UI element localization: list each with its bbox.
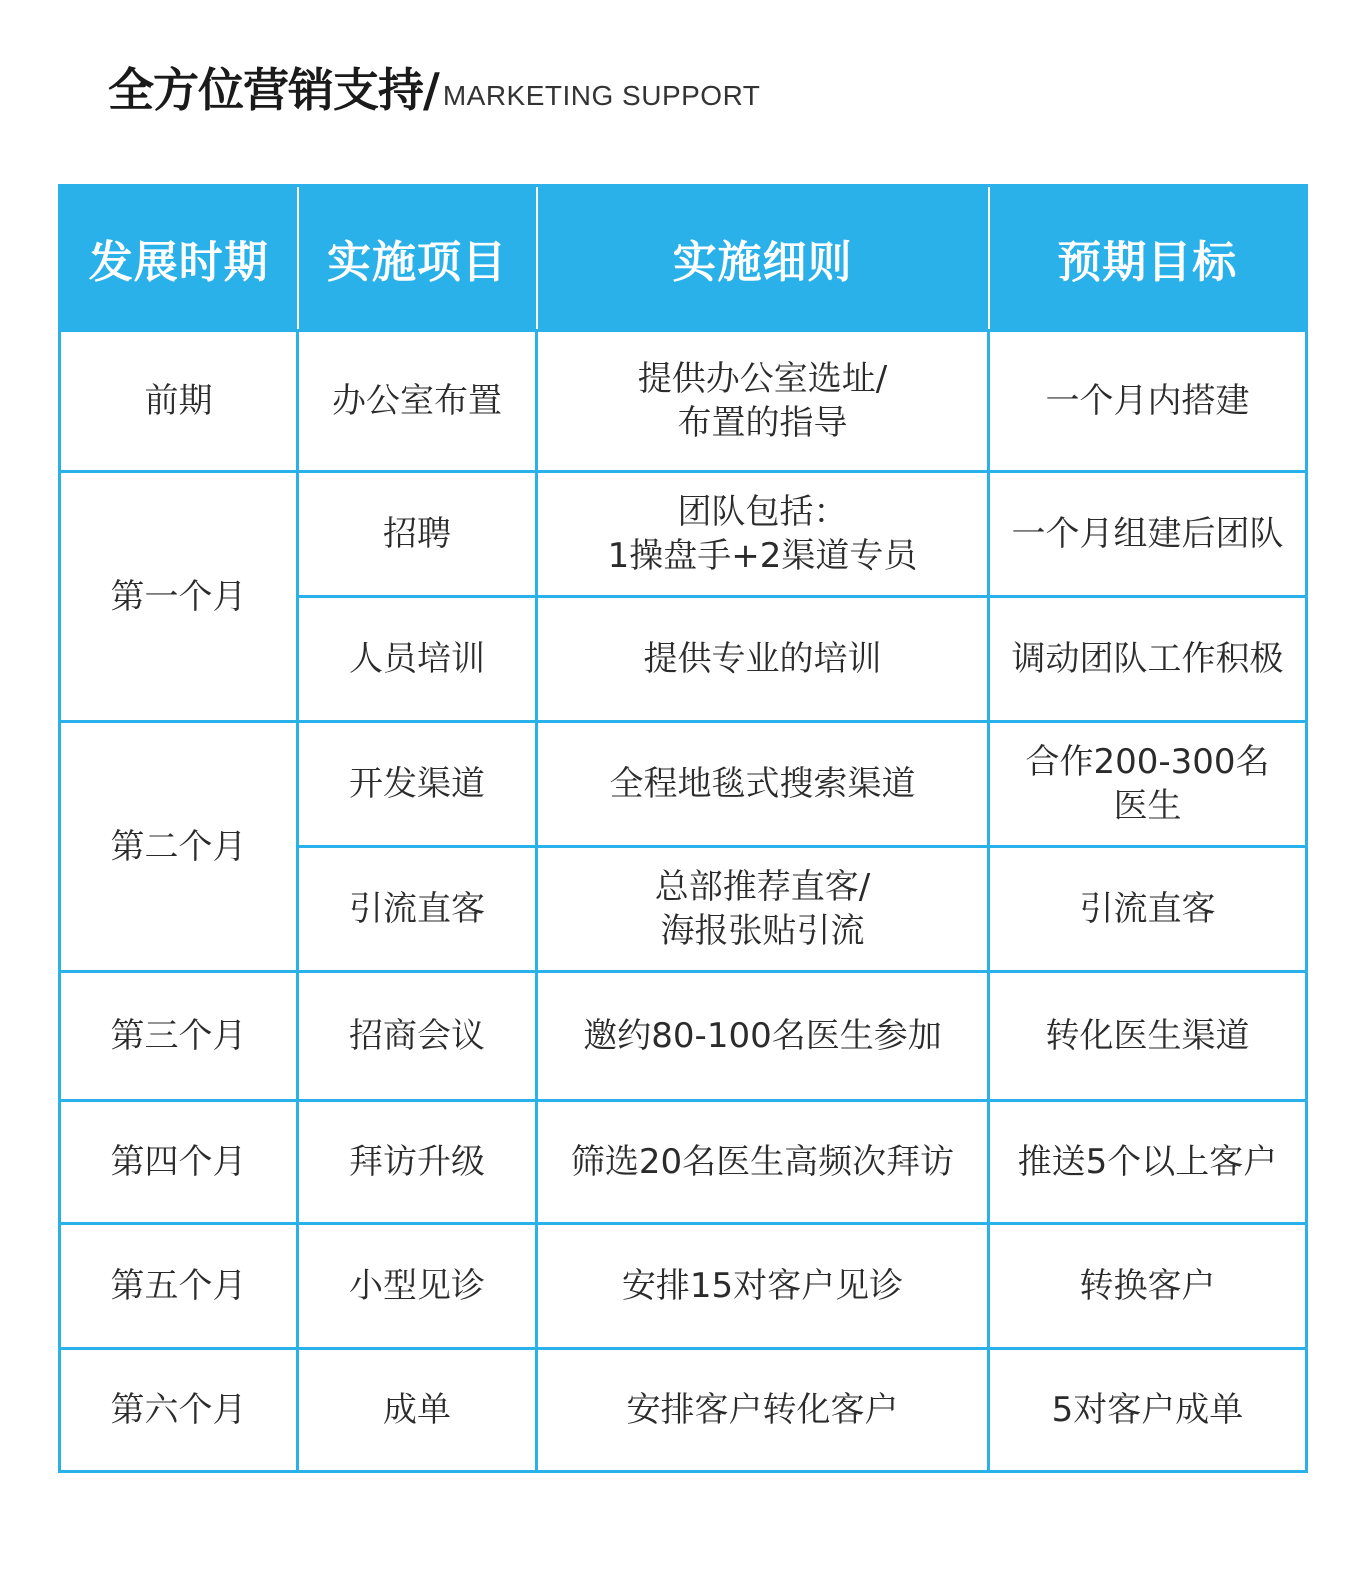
detail-cell: 提供专业的培训 bbox=[537, 597, 989, 722]
column-header-detail: 实施细则 bbox=[537, 186, 989, 331]
period-cell: 第二个月 bbox=[60, 722, 298, 972]
item-cell: 引流直客 bbox=[298, 847, 537, 972]
table-row bbox=[60, 1224, 1307, 1349]
table-row bbox=[60, 1349, 1307, 1472]
detail-cell: 团队包括： 1操盘手+2渠道专员 bbox=[537, 472, 989, 597]
detail-cell: 提供办公室选址/ 布置的指导 bbox=[537, 331, 989, 472]
goal-cell: 引流直客 bbox=[989, 847, 1307, 972]
goal-cell: 5对客户成单 bbox=[989, 1349, 1307, 1472]
goal-cell: 调动团队工作积极 bbox=[989, 597, 1307, 722]
table-row bbox=[60, 722, 1307, 847]
page-title: 全方位营销支持/ bbox=[108, 63, 439, 117]
goal-cell: 推送5个以上客户 bbox=[989, 1101, 1307, 1224]
table-row bbox=[60, 472, 1307, 597]
period-cell: 第三个月 bbox=[60, 972, 298, 1101]
period-cell: 第五个月 bbox=[60, 1224, 298, 1349]
table-row bbox=[60, 972, 1307, 1101]
period-cell: 第四个月 bbox=[60, 1101, 298, 1224]
goal-cell: 转换客户 bbox=[989, 1224, 1307, 1349]
page-subtitle: MARKETING SUPPORT bbox=[442, 80, 761, 111]
period-cell: 前期 bbox=[60, 331, 298, 472]
marketing-support-table bbox=[58, 184, 1308, 1473]
detail-cell: 筛选20名医生高频次拜访 bbox=[537, 1101, 989, 1224]
table-header-row bbox=[60, 186, 1307, 331]
item-cell: 办公室布置 bbox=[298, 331, 537, 472]
item-cell: 人员培训 bbox=[298, 597, 537, 722]
detail-cell: 全程地毯式搜索渠道 bbox=[537, 722, 989, 847]
item-cell: 招聘 bbox=[298, 472, 537, 597]
table-row bbox=[60, 331, 1307, 472]
detail-cell: 安排客户转化客户 bbox=[537, 1349, 989, 1472]
detail-cell: 总部推荐直客/ 海报张贴引流 bbox=[537, 847, 989, 972]
goal-cell: 转化医生渠道 bbox=[989, 972, 1307, 1101]
period-cell: 第六个月 bbox=[60, 1349, 298, 1472]
column-header-period: 发展时期 bbox=[60, 186, 298, 331]
page-header bbox=[108, 58, 760, 118]
goal-cell: 一个月内搭建 bbox=[989, 331, 1307, 472]
period-cell: 第一个月 bbox=[60, 472, 298, 722]
item-cell: 成单 bbox=[298, 1349, 537, 1472]
item-cell: 招商会议 bbox=[298, 972, 537, 1101]
detail-cell: 安排15对客户见诊 bbox=[537, 1224, 989, 1349]
goal-cell: 一个月组建后团队 bbox=[989, 472, 1307, 597]
column-header-item: 实施项目 bbox=[298, 186, 537, 331]
detail-cell: 邀约80-100名医生参加 bbox=[537, 972, 989, 1101]
table-row bbox=[60, 1101, 1307, 1224]
item-cell: 开发渠道 bbox=[298, 722, 537, 847]
goal-cell: 合作200-300名 医生 bbox=[989, 722, 1307, 847]
item-cell: 小型见诊 bbox=[298, 1224, 537, 1349]
item-cell: 拜访升级 bbox=[298, 1101, 537, 1224]
column-header-goal: 预期目标 bbox=[989, 186, 1307, 331]
